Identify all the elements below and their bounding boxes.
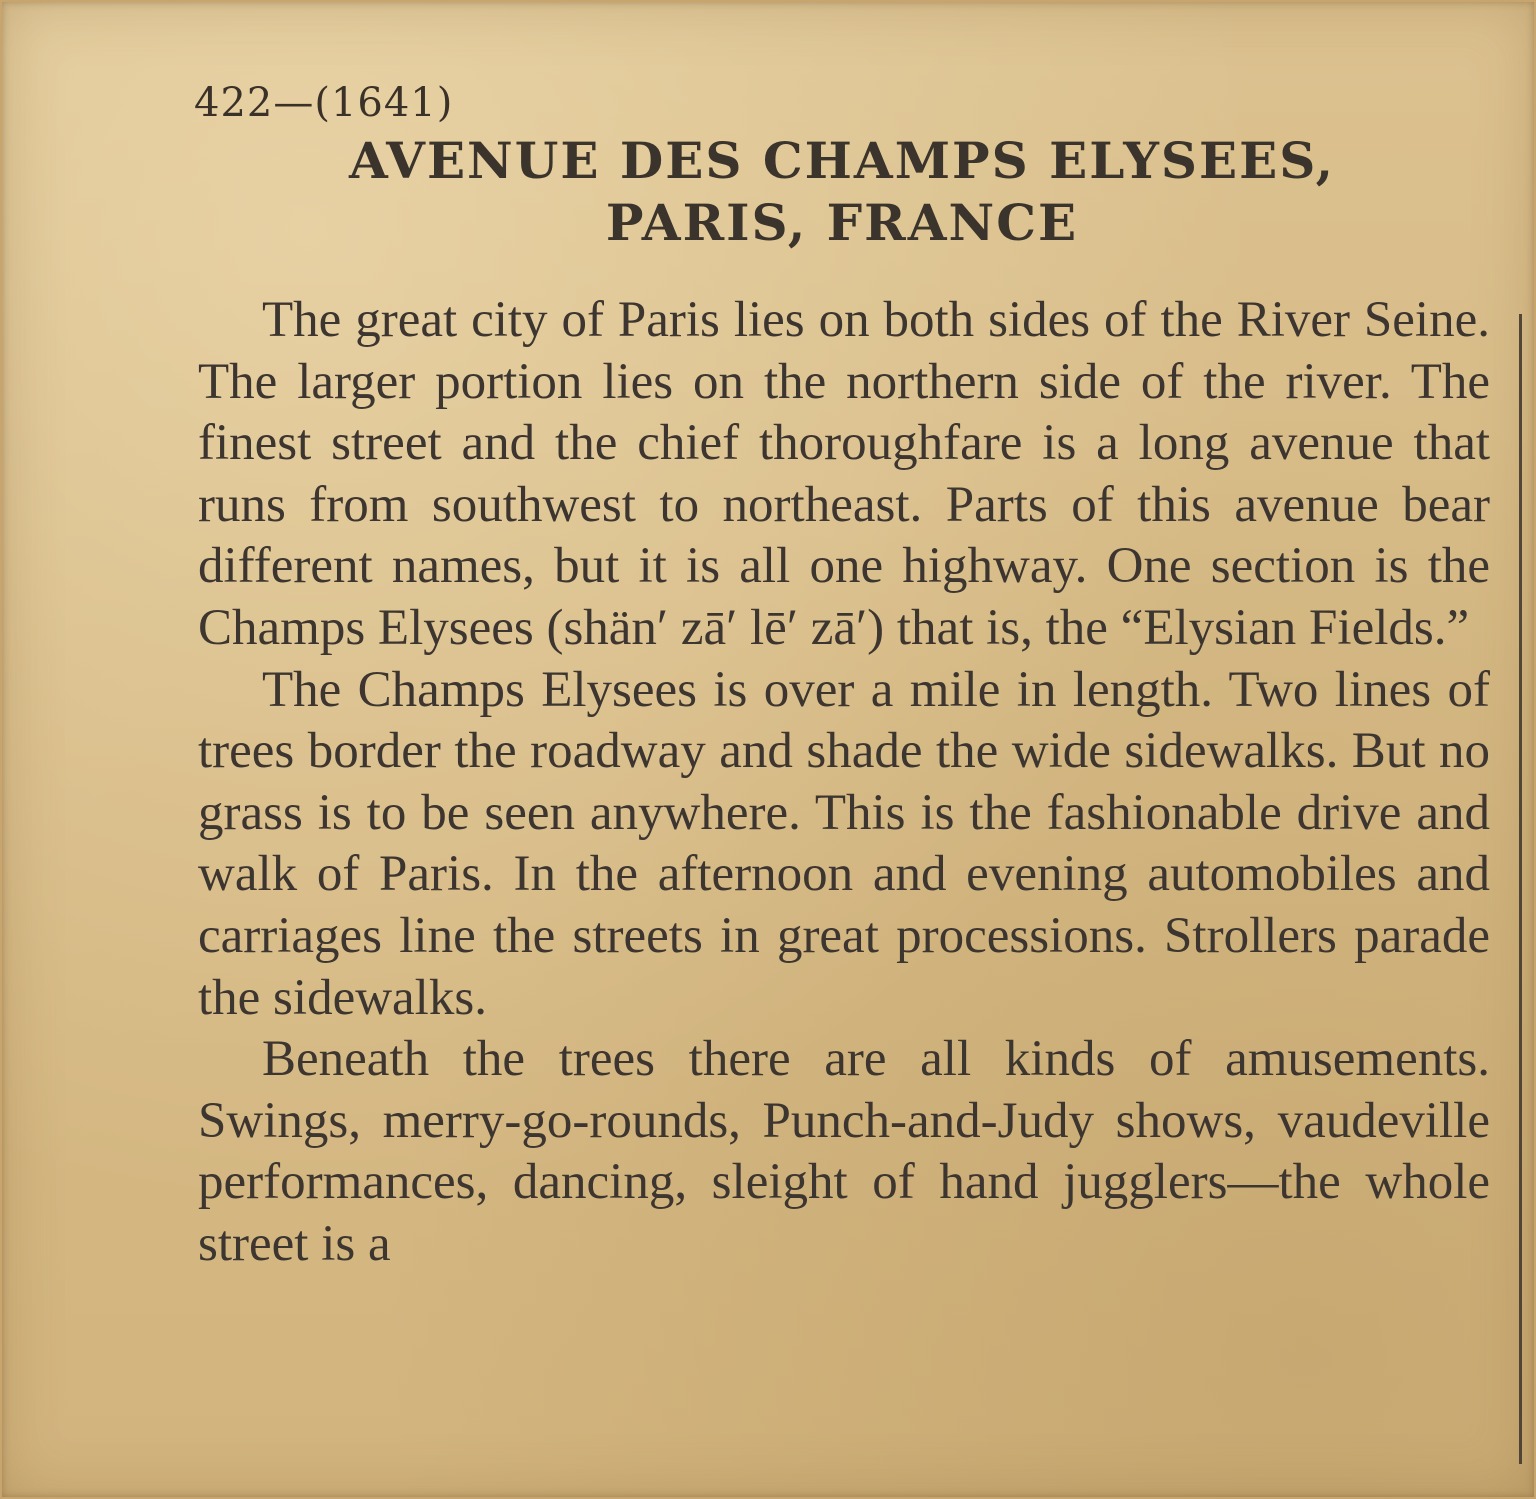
paragraph-3: Beneath the trees there are all kinds of amusements. Swings, merry-go-rounds, Punch-and-Judy shows, vaudeville performances, dancing, sleight of hand jugglers—the whole street is a [198,1031,1490,1272]
card-body-text [198,290,1490,1276]
card-number: 422—(1641) [194,80,454,126]
paragraph-2: The Champs Elysees is over a mile in length. Two lines of trees border the roadway and shade the wide sidewalks. But no grass is to be seen anywhere. This is the fashionable drive and walk of Paris. In the afternoon and evening automobiles and carriages line the streets in great processions. Strollers parade the sidewalks. [198,661,1490,1026]
card-title [192,130,1492,254]
title-line-2: PARIS, FRANCE [605,193,1079,252]
paragraph-1: The great city of Paris lies on both sides of the River Seine. The larger portion lies on the northern side of the river. The finest street and the chief thoroughfare is a long avenue that runs from southwest to northeast. Parts of this avenue bear different names, but it is all one highway. One section is the Champs Elysees (shän′ zā′ lē′ zā′) that is, the “Elysian Fields.” [198,292,1490,656]
title-line-1: AVENUE DES CHAMPS ELYSEES, [349,131,1335,190]
edge-rule-line [1519,314,1522,1464]
